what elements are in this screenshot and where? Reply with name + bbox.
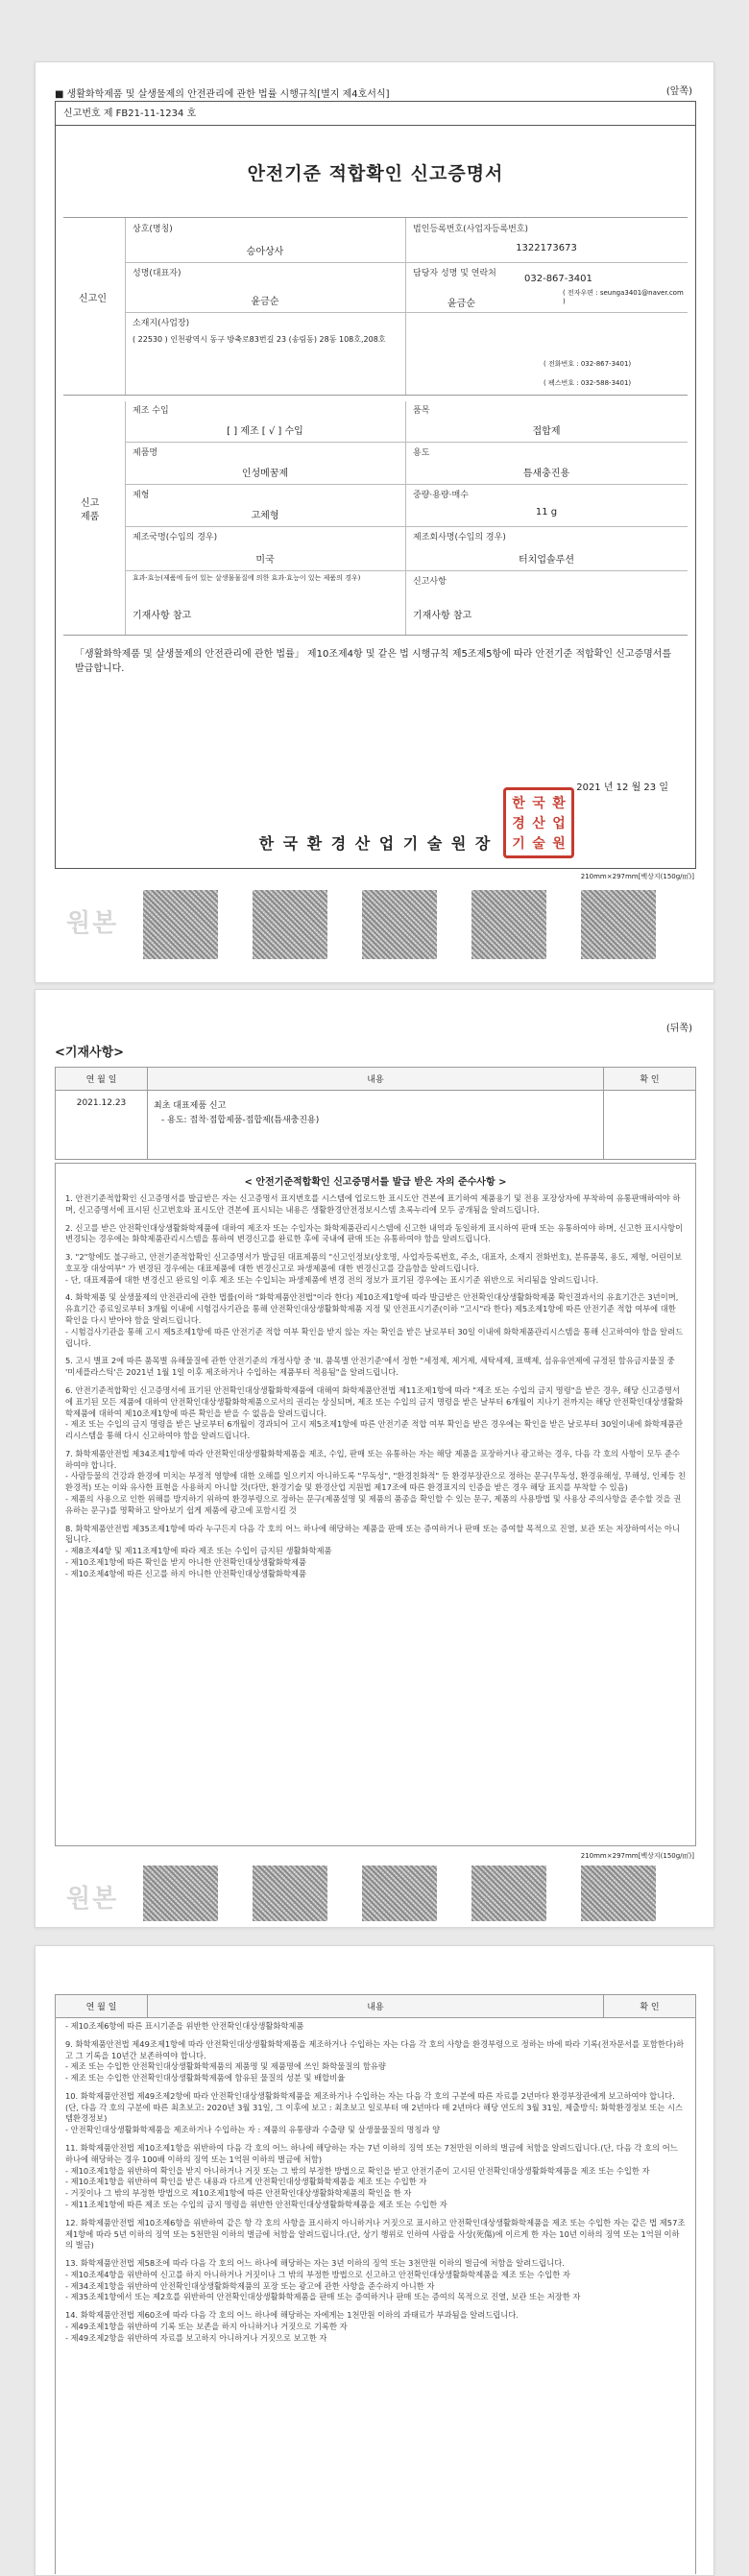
notice-box-continued [55, 2017, 696, 2574]
form-label: 제형 [133, 491, 150, 500]
security-pattern [362, 1866, 437, 1921]
notice-item: 14. 화학제품안전법 제60조에 따라 다음 각 호의 어느 하나에 해당하는 자에게는 1천만원 이하의 과태료가 부과됨을 알려드립니다. - 제49조제1항을 위반하여 기록 또는 보존을 하지 아니하거나 거짓으로 기록한 자 - 제49조제2항을 위반하여 자료를 보고하지 아니하거나 거짓으로 보고한 자 [65, 2310, 519, 2343]
certificate-front-page [35, 61, 714, 983]
notice-item: 1. 안전기준적합확인 신고증명서를 발급받은 자는 신고증명서 표지번호를 시스템에 업로드한 표시도안 견본에 표기하여 제품용기 및 전용 포장상자에 부착하여 유통판매하여야 하며, 신고증명서에 표시된 신고번호와 표시도안 견본에 표시되는 내용은 생활환경안전정보시스템 초록누리에 모두 공개됨을 알려드립니다. [65, 1193, 681, 1215]
paper-size: 210mm×297mm[백상지(150g/㎡)] [580, 1852, 694, 1860]
notice-item: 7. 화학제품안전법 제34조제1항에 따라 안전확인대상생활화학제품을 제조, 수입, 판매 또는 유통하는 자는 해당 제품을 포장하거나 광고하는 경우, 다음 각 호의 사항이 모두 준수하여야 합니다. - 사람등물의 건강과 환경에 미치는 부정적 영향에 대한 오해를 일으키지 아니하도록 "무독성", "환경친화적" 등 환경부장관으로 정하는 문구(무독성, 환경유해성, 무해성, 인체등 친환경적) 또는 이와 유사한 표현을 사용하지 아니할 것(다만, 환경기술 및 환경산업 지원법 제17조에 따른 환경표지의 인증을 받은 경우 해당 표지를 부착할 수 있음) - 제품의 사용으로 인한 위해를 방지하기 위하여 환경부령으로 정하는 문구(제품설명 및 제품의 품종을 확인할 수 있는 문구, 제품의 사용방법 및 사용상 주의사항을 준수할 것을 권유하는 문구)를 명확하고 알아보기 쉽게 제품에 광고에 포함시킬 것 [65, 1448, 686, 1515]
notice-item: 10. 화학제품안전법 제49조제2항에 따라 안전확인대상생활화학제품을 제조하거나 수입하는 자는 다음 각 호의 구분에 따른 자료를 2년마다 환경부장관에게 보고하여야 합니다.(단, 다음 각 호의 구분에 따른 최초보고: 2020년 3월 31일, 그 이후에 보고 : 최초보고 일로부터 매 2년마다 매 2년마다 해당 연도의 3월 31일, 제출방식: 화학환경정보 또는 시스템환경정보) - 안전확인대상생활화학제품을 제조하거나 수입하는 자 : 제품의 유통량과 수출량 및 살생물물질의 명칭과 양 [65, 2090, 683, 2135]
use-value: 틈새충진용 [522, 469, 570, 479]
notice-item: 13. 화학제품안전법 제58조에 따라 다음 각 호의 어느 하나에 해당하는 자는 3년 이하의 징역 또는 3천만원 이하의 벌금에 처함을 알려드립니다. - 제10조제4항을 위반하여 신고를 하지 아니하거나 거짓이나 그 밖의 부정한 방법으로 신고하고 안전확인대상생활화학제품을 제조 또는 수입한 자 - 제34조제1항을 위반하여 안전확인대상생활화학제품의 포장 또는 광고에 관한 사항을 준수하지 아니한 자 - 제35조제1항에서 또는 제2호를 위반하여 안전확인대상생활화학제품을 판매 또는 증여하거나 판매 또는 증여의 목적으로 진열, 보관 또는 저장한 자 [65, 2258, 581, 2302]
product-name: 인성메꿈제 [241, 469, 289, 479]
col-date: 연 월 일 [56, 1068, 148, 1091]
security-pattern [253, 890, 327, 959]
notice-item: 5. 고시 별표 2에 따른 품목별 유해물질에 관한 안전기준의 개정사항 중 'II. 품목별 안전기준'에서 정한 "세정제, 제거제, 세탁세제, 표백제, 섬유유연제에 규정된 함유금지물질 중 '미세플라스틱'은 2021년 1월 1일 이후 제조하거나 수입하는 제품부터 적용됨"을 알려드립니다. [65, 1356, 675, 1378]
certificate-continued-page [35, 1945, 714, 2576]
mfg-country: 미국 [255, 555, 275, 566]
certificate-back-page [35, 989, 714, 1928]
issue-date: 2021 년 12 월 23 일 [576, 782, 668, 793]
document-title: 안전기준 적합확인 신고증명서 [247, 163, 504, 184]
notice-box [55, 1163, 696, 1846]
reporter-label: 신고인 [79, 294, 107, 304]
continued-table-header [55, 1994, 696, 2018]
col-confirm: 확 인 [604, 1068, 696, 1091]
effect-label: 효과·효능(제품에 들어 있는 살생물물질에 의한 효과·효능이 있는 제품의 경우) [133, 574, 361, 582]
report-items-value: 기재사항 참고 [413, 611, 472, 621]
notice-item: - 제10조제6항에 따른 표시기준을 위반한 안전확인대상생활화학제품 [65, 2021, 304, 2031]
security-pattern [362, 890, 437, 959]
ceo-label: 성명(대표자) [133, 269, 181, 278]
address: ( 22530 ) 인천광역시 동구 방축로83번길 23 (송림동) 28동 108호,208호 [133, 335, 386, 344]
product-block [63, 401, 688, 636]
seal-char: 업 [552, 816, 566, 831]
notice-item: 6. 안전기준적합확인 신고증명서에 표기된 안전확인대상생활화학제품에 대해여 화학제품안전법 제11조제1항에 따라 "제조 또는 수입의 금지 명령"을 받은 경우, 해당 신고증명서에 표기된 모든 제품에 대하여 안전확인대상생활화학제품으로서의 권리는 상실되며, 제조 또는 수입의 금지 명령을 받은 날부터 6개월이 지나기 전까지는 해당 안전확인대상생활화학제품에 대하여 제10조제1항에 따른 확인을 받을 수 없음을 알려드립니다. - 제조 또는 수입의 금지 명령을 받은 날로부터 6개월이 경과되어 고시 제5조제1항에 따른 안전기준 적합 여부 확인을 받은 경우에는 확인을 받은 날로부터 30일이내에 화학제품관리시스템을 통해 다시 신고하여야 함을 알려드립니다. [65, 1384, 684, 1441]
paper-size: 210mm×297mm[백상지(150g/㎡)] [580, 873, 694, 880]
contact-email: ( 전자우편 : seunga3401@naver.com ) [563, 289, 684, 306]
col-confirm: 확 인 [604, 1995, 696, 2018]
seal-char: 경 [512, 816, 525, 831]
contact-phone: 032-867-3401 [524, 274, 592, 284]
trade-name-label: 상호(명칭) [133, 225, 173, 234]
notice-item: 12. 화학제품안전법 제10조제6항을 위반하여 같은 항 각 호의 사항을 표시하지 아니하거나 거짓으로 표시하고 안전확인대상생활화학제품을 제조 또는 수입한 자는 같은 법 제57조제1항에 따라 5년 이하의 징역 또는 5천만원 이하의 벌금에 처함을 알려드립니다.(단, 상기 행위로 인하여 사람을 사상(死傷)에 이르게 한 자는 10년 이하의 징역 또는 1억원 이하의 벌금) [65, 2217, 686, 2251]
issue-statement: 「생활화학제품 및 살생물제의 안전관리에 관한 법률」 제10조제4항 및 같은 법 시행규칙 제5조제5항에 따라 안전기준 적합확인 신고증명서를 발급합니다. [75, 649, 672, 674]
notice-item: 11. 화학제품안전법 제10조제1항을 위반하여 다음 각 호의 어느 하나에 해당하는 자는 7년 이하의 징역 또는 7천만원 이하의 벌금에 처함을 알려드립니다.(단, 다음 각 호의 어느 하나에 해당하는 경우 100배 이하의 징역 또는 1억원 이하의 벌금에 처함) - 제10조제1항을 위반하여 확인을 받지 아니하거나 거짓 또는 그 밖의 부정한 방법으로 확인을 받고 안전기준이 고시된 안전확인대상생활화학제품을 제조 또는 수입한 자 - 제10조제1항을 위반하여 확인을 받은 내용과 다르게 안전확인대상생활화학제품을 제조 또는 수입한 자 - 거짓이나 그 밖의 부정한 방법으로 제10조제1항에 따른 안전확인대상생활화학제품의 확인을 한 자 - 제11조제1항에 따른 제조 또는 수입의 금지 명령을 위반한 안전확인대상생활화학제품을 제조 또는 수입한 자 [65, 2143, 678, 2209]
notice-item: 2. 신고를 받은 안전확인대상생활화학제품에 대하여 제조자 또는 수입자는 화학제품관리시스템에 신고한 내역과 동일하게 표시하여 판매 또는 유통하여야 하며, 신고한 표시사항이 변경되는 경우에는 화학제품관리시스템을 통하여 변경신고를 완료한 후에 국내에 판매 또는 유통하여야 함을 알려드립니다. [65, 1222, 684, 1244]
report-number: 신고번호 제 FB21-11-1234 호 [63, 108, 197, 119]
watermark-original: 원본 [66, 909, 119, 938]
notice-item: 8. 화학제품안전법 제35조제1항에 따라 누구든지 다음 각 호의 어느 하나에 해당하는 제품을 판매 또는 증여하거나 판매 또는 증여할 목적으로 진열, 보관 또는 저장하여서는 아니 됩니다. - 제8조제4항 및 제11조제1항에 따라 제조 또는 수입이 금지된 생활화학제품 - 제10조제1항에 따른 확인을 받지 아니한 안전확인대상생활화학제품 - 제10조제4항에 따른 신고를 하지 아니한 안전확인대상생활화학제품 [65, 1523, 681, 1578]
row-date: 2021.12.23 [56, 1091, 148, 1160]
ceo-name: 윤금순 [251, 297, 279, 307]
side-label: (앞쪽) [665, 86, 692, 97]
watermark-original: 원본 [66, 1885, 119, 1914]
item-value: 접합제 [532, 426, 561, 437]
biz-no-label: 법인등록번호(사업자등록번호) [413, 225, 529, 234]
security-pattern [143, 1866, 218, 1921]
weight-value: 11 g [535, 507, 558, 518]
side-label: (뒤쪽) [665, 1023, 692, 1034]
seal-char: 술 [532, 836, 545, 852]
seal-char: 한 [512, 796, 525, 811]
seal-char: 기 [512, 836, 525, 852]
use-label: 용도 [413, 448, 430, 458]
form-header: ■ 생활화학제품 및 살생물제의 안전관리에 관한 법률 시행규칙[별지 제4호서식] [55, 89, 390, 100]
issuer-name: 한 국 환 경 산 업 기 술 원 장 [258, 834, 493, 853]
notice-title: < 안전기준적합확인 신고증명서를 발급 받은 자의 준수사항 > [244, 1177, 507, 1188]
mfg-import-value: [ ] 제조 [ √ ] 수입 [227, 426, 303, 437]
item-label: 품목 [413, 406, 430, 416]
mfg-import-label: 제조 수입 [133, 406, 169, 416]
notice-item: 4. 화학제품 및 살생물제의 안전관리에 관한 법률(이하 "화학제품안전법"이라 한다) 제10조제1항에 따라 발급받은 안전확인대상생활화학제품 확인결과서의 유효기간은 3년이며, 유효기간 종료일로부터 3개월 이내에 시험검사기관을 통해 안전확인대상생활화학제품 지정 및 안전표시기준(이하 "고시"라 한다) 제5조제1항에 따른 안전기준 적합 여부에 대한 확인을 다시 받아야 함을 알려드립니다. - 시험검사기관을 통해 고시 제5조제1항에 따른 안전기준 적합 여부 확인을 받지 않는 자는 확인을 받은 날로부터 30일 이내에 화학제품관리시스템을 통해 신고하여야 함을 알려드립니다. [65, 1292, 684, 1348]
row-confirm [604, 1091, 696, 1160]
security-pattern [143, 890, 218, 959]
section-title: <기재사항> [55, 1046, 125, 1060]
address-tel: ( 전화번호 : 032-867-3401) [544, 360, 632, 368]
seal-char: 국 [532, 796, 545, 811]
table-row [56, 1091, 696, 1160]
security-pattern [471, 890, 546, 959]
report-items-label: 신고사항 [413, 577, 447, 587]
notice-item: 9. 화학제품안전법 제49조제1항에 따라 안전확인대상생활화학제품을 제조하거나 수입하는 자는 다음 각 호의 사항을 환경부령으로 정하는 바에 따라 기록(전자문서를 포함한다)하고 그 기록을 10년간 보존하여야 합니다. - 제조 또는 수입한 안전확인대상생활화학제품의 제품명 및 제품명에 쓰인 화학물질의 함유량 - 제조 또는 수입한 안전확인대상생활화학제품에 함유된 물질의 성분 및 배합비율 [65, 2038, 685, 2083]
col-content: 내용 [148, 1995, 604, 2018]
manufacturer-label: 제조회사명(수입의 경우) [413, 533, 506, 542]
trade-name: 승아상사 [246, 247, 284, 257]
row-content [148, 1091, 604, 1160]
effect-value: 기재사항 참고 [133, 611, 192, 621]
security-pattern [581, 1866, 656, 1921]
security-pattern [471, 1866, 546, 1921]
col-date: 연 월 일 [56, 1995, 148, 2018]
form-value: 고체형 [251, 511, 279, 521]
col-content: 내용 [148, 1068, 604, 1091]
weight-label: 중량·용량·매수 [413, 491, 469, 500]
seal-char: 원 [552, 836, 566, 852]
product-name-label: 제품명 [133, 448, 158, 458]
contact-label: 담당자 성명 및 연락처 [413, 269, 496, 278]
security-pattern [581, 890, 656, 959]
biz-no: 1322173673 [516, 243, 577, 253]
official-seal [503, 787, 574, 858]
contact-name: 윤금순 [447, 299, 475, 309]
row-content-line: 최초 대표제품 신고 [154, 1101, 227, 1111]
product-section-label: 신고 제품 [81, 498, 100, 522]
reporter-block [63, 217, 688, 396]
row-content-line: - 용도: 접착·접합제품-접합제(틈새충진용) [161, 1116, 320, 1125]
address-label: 소재지(사업장) [133, 319, 190, 328]
notice-item: 3. "2"항에도 불구하고, 안전기준적합확인 신고증명서가 발급된 대표제품의 "신고인정보(상호명, 사업자등록번호, 주소, 대표자, 소재지 전화번호), 분류품목, 용도, 제형, 어린이보호포장 대상여부" 가 변경된 경우에는 대표제품에 대한 변경신고로 파생제품에 대한 변경신고를 갈음함을 알려드립니다. - 단, 대표제품에 대한 변경신고 완료일 이후 제조 또는 수입되는 파생제품에 변경 전의 정보가 표기된 경우에는 표시기준 위반으로 처리됨을 알려드립니다. [65, 1252, 683, 1285]
certificate-frame [55, 101, 696, 869]
manufacturer: 터치업솔루션 [519, 555, 574, 566]
address-fax: ( 팩스번호 : 032-588-3401) [544, 379, 632, 387]
mfg-country-label: 제조국명(수입의 경우) [133, 533, 218, 542]
security-pattern [253, 1866, 327, 1921]
history-table [55, 1067, 696, 1160]
seal-char: 산 [532, 816, 545, 831]
seal-char: 환 [552, 796, 566, 811]
